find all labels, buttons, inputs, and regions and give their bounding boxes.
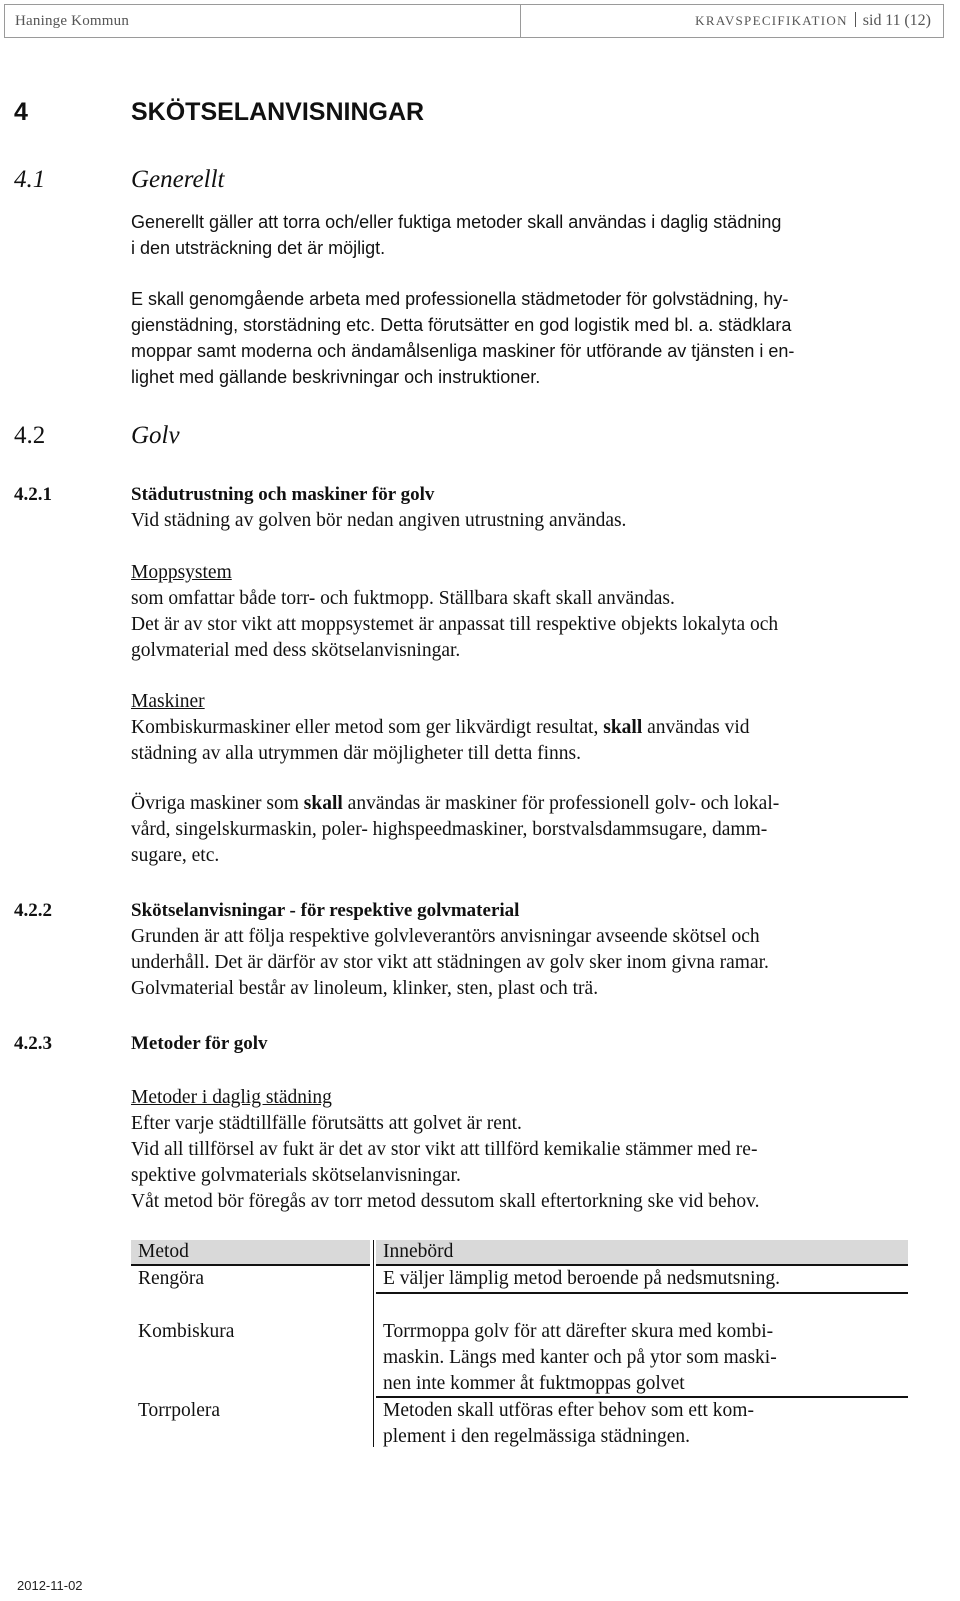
- header-doc-type: KRAVSPECIFIKATION: [695, 13, 848, 28]
- moppsystem-heading: Moppsystem: [131, 562, 232, 583]
- bold-text: skall: [303, 793, 343, 814]
- section-4-1-paragraph-1: [131, 209, 891, 261]
- text-line: moppar samt moderna och ändamålsenliga maskiner för utförande av tjänsten i en-: [131, 341, 795, 361]
- header-divider: [520, 5, 521, 37]
- text-line: E skall genomgående arbeta med professionella städmetoder för golvstädning, hy-: [131, 289, 789, 309]
- footer-date: 2012-11-02: [17, 1578, 83, 1593]
- text-line: Metoden skall utföras efter behov som ett kom-: [383, 1400, 754, 1421]
- section-4-1-paragraph-2: [131, 286, 891, 390]
- ovriga-maskiner-block: [131, 791, 891, 869]
- text-line: gienstädning, storstädning etc. Detta förutsätter en god logistik med bl. a. städklara: [131, 315, 792, 335]
- text-line: Det är av stor vikt att moppsystemet är anpassat till respektive objekts lokalyta och: [131, 614, 779, 635]
- text-line: E väljer lämplig metod beroende på nedsmutsning.: [383, 1268, 780, 1289]
- text-line: städning av alla utrymmen där möjligheter till detta finns.: [131, 743, 582, 764]
- table-column-divider: [373, 1240, 374, 1447]
- table-cell-metod: Rengöra: [138, 1268, 205, 1289]
- text-line: Generellt gäller att torra och/eller fuktiga metoder skall användas i daglig städning: [131, 212, 782, 232]
- section-4-number: 4: [14, 98, 28, 126]
- header-separator: [855, 12, 856, 27]
- table-row-rule: [376, 1292, 908, 1294]
- table-cell-metod: Kombiskura: [138, 1321, 235, 1342]
- text-line: sugare, etc.: [131, 845, 220, 866]
- section-4-2-3-title: Metoder för golv: [131, 1033, 268, 1054]
- text-run: användas vid: [642, 717, 750, 738]
- maskiner-block: [131, 689, 891, 767]
- text-line: nen inte kommer åt fuktmoppas golvet: [383, 1373, 685, 1394]
- text-line: Grunden är att följa respektive golvleverantörs anvisningar avseende skötsel och: [131, 926, 760, 947]
- section-4-2-1-intro: Vid städning av golven bör nedan angiven utrustning användas.: [131, 510, 627, 531]
- text-line: Torrmoppa golv för att därefter skura med kombi-: [383, 1321, 774, 1342]
- text-line: Golvmaterial består av linoleum, klinker, sten, plast och trä.: [131, 978, 599, 999]
- bold-text: skall: [603, 717, 643, 738]
- section-4-2-2-body: [131, 924, 891, 1002]
- text-line: vård, singelskurmaskin, poler- highspeedmaskiner, borstvalsdammsugare, damm-: [131, 819, 768, 840]
- table-header-bg-col2: [376, 1240, 908, 1265]
- section-4-1-number: 4.1: [14, 166, 46, 193]
- maskiner-heading: Maskiner: [131, 691, 205, 712]
- text-line: [131, 791, 891, 817]
- text-line: lighet med gällande beskrivningar och instruktioner.: [131, 367, 541, 387]
- section-4-2-2-number: 4.2.2: [14, 900, 52, 921]
- section-4-2-2-title: Skötselanvisningar - för respektive golvmaterial: [131, 900, 520, 921]
- text-line: golvmaterial med dess skötselanvisningar.: [131, 640, 461, 661]
- table-cell-innebord: [383, 1398, 754, 1450]
- section-4-2-1-number: 4.2.1: [14, 484, 52, 505]
- daglig-stadning-heading: Metoder i daglig städning: [131, 1087, 332, 1108]
- section-4-2-1-title: Städutrustning och maskiner för golv: [131, 484, 435, 505]
- text-line: som omfattar både torr- och fuktmopp. Ställbara skaft skall användas.: [131, 588, 675, 609]
- table-header-metod: Metod: [138, 1241, 189, 1262]
- text-line: Vid all tillförsel av fukt är det av stor vikt att tillförd kemikalie stämmer med re-: [131, 1139, 758, 1160]
- text-line: maskin. Längs med kanter och på ytor som maski-: [383, 1347, 777, 1368]
- header-page-label: sid: [862, 12, 882, 29]
- text-line: underhåll. Det är därför av stor vikt att städningen av golv sker inom givna ramar.: [131, 952, 769, 973]
- table-cell-innebord: [383, 1319, 777, 1397]
- section-4-2-3-number: 4.2.3: [14, 1033, 52, 1054]
- text-line: Efter varje städtillfälle förutsätts att golvet är rent.: [131, 1113, 522, 1134]
- table-cell-innebord: [383, 1266, 780, 1292]
- text-line: [131, 715, 891, 741]
- text-run: användas är maskiner för professionell golv- och lokal-: [342, 793, 780, 814]
- section-4-2-number: 4.2: [14, 422, 46, 449]
- section-4-2-title: Golv: [131, 422, 180, 449]
- table-cell-metod: Torrpolera: [138, 1400, 221, 1421]
- text-line: Våt metod bör föregås av torr metod dessutom skall eftertorkning ske vid behov.: [131, 1191, 760, 1212]
- section-4-1-title: Generellt: [131, 166, 225, 193]
- section-4-2-3-body: [131, 1085, 891, 1215]
- page-header: [4, 4, 944, 38]
- moppsystem-block: [131, 560, 891, 664]
- header-org: Haninge Kommun: [15, 13, 130, 29]
- text-line: i den utsträckning det är möjligt.: [131, 238, 386, 258]
- text-run: Kombiskurmaskiner eller metod som ger likvärdigt resultat,: [131, 717, 604, 738]
- section-4-title: SKÖTSELANVISNINGAR: [131, 98, 425, 126]
- header-page-num: 11: [885, 12, 901, 29]
- text-run: Övriga maskiner som: [131, 793, 304, 814]
- text-line: plement i den regelmässiga städningen.: [383, 1426, 691, 1447]
- header-page-total: (12): [904, 12, 931, 29]
- table-header-innebord: Innebörd: [383, 1241, 454, 1262]
- header-doc-info: [695, 12, 931, 30]
- text-line: spektive golvmaterials skötselanvisningar.: [131, 1165, 461, 1186]
